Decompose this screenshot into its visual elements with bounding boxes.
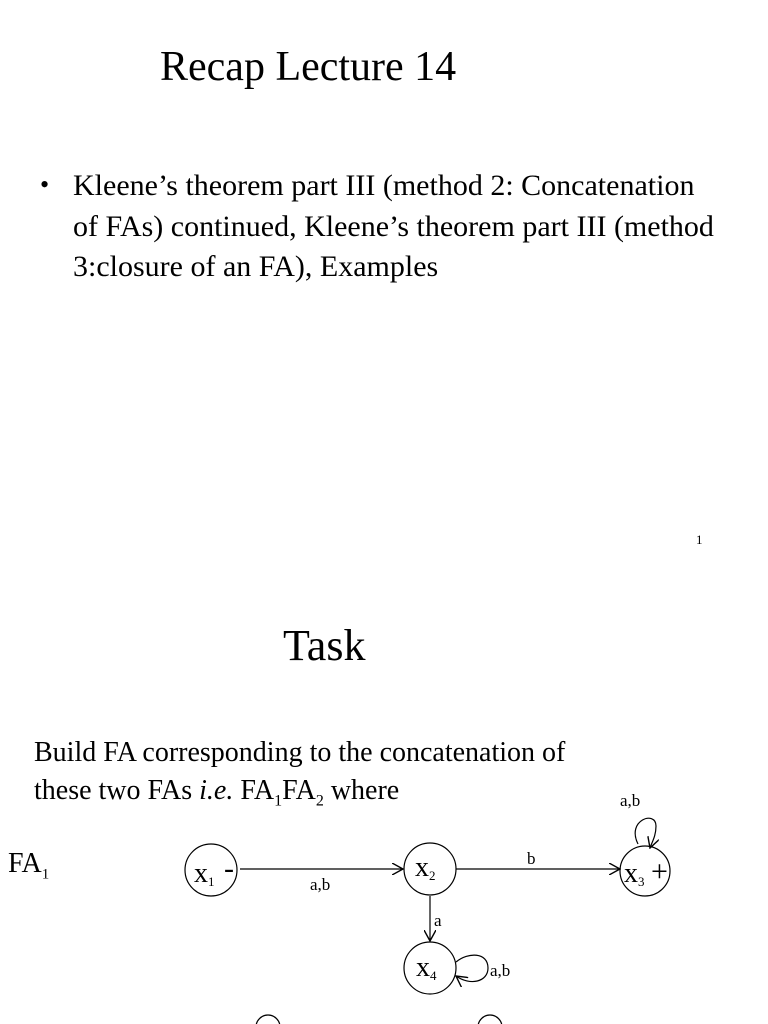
edge-label-x1-x2: a,b (310, 875, 331, 894)
edge-label-loop-x4: a,b (490, 961, 511, 980)
fa2-diagram-partial (256, 1015, 502, 1024)
svg-text:x2: x2 (415, 852, 436, 883)
state-x1 (185, 844, 237, 896)
task-fa-a: FA (240, 775, 275, 806)
bullet-text: Kleene’s theorem part III (method 2: Concatenation of FAs) continued, Kleene’s theorem part III (method 3:closure of an FA), Examples (73, 169, 714, 283)
state-x4 (404, 942, 456, 994)
task-line-1: Build FA corresponding to the concatenation of (34, 737, 566, 768)
slide-title: Recap Lecture 14 (160, 44, 457, 90)
svg-text:+: + (651, 855, 668, 888)
svg-text:x1: x1 (194, 858, 215, 889)
fa1-label-sub: 1 (41, 866, 50, 883)
task-line-2-end: where (323, 775, 400, 806)
task-fa-a-sub: 1 (274, 792, 283, 810)
svg-text:x4: x4 (416, 952, 437, 983)
bullet-marker: • (40, 170, 50, 199)
fa1-label-text: FA (8, 848, 42, 879)
task-fa-b: FA (282, 775, 316, 806)
edge-label-x2-x4: a (434, 911, 442, 930)
svg-text:x3: x3 (624, 858, 645, 889)
edge-label-loop-x3: a,b (620, 791, 641, 810)
edge-loop-x3 (635, 818, 656, 848)
svg-text:-: - (224, 852, 234, 885)
edge-loop-x4 (456, 955, 488, 981)
edge-label-x2-x3: b (527, 849, 536, 868)
slide-title-task: Task (283, 621, 366, 670)
task-line-2-start: these two FAs (34, 775, 200, 806)
task-ie: i.e. (199, 775, 234, 806)
state-x3 (620, 846, 670, 896)
fa1-diagram (0, 780, 768, 1024)
state-x2 (404, 843, 456, 895)
page-number: 1 (696, 532, 703, 547)
task-fa-b-sub: 2 (315, 792, 324, 810)
